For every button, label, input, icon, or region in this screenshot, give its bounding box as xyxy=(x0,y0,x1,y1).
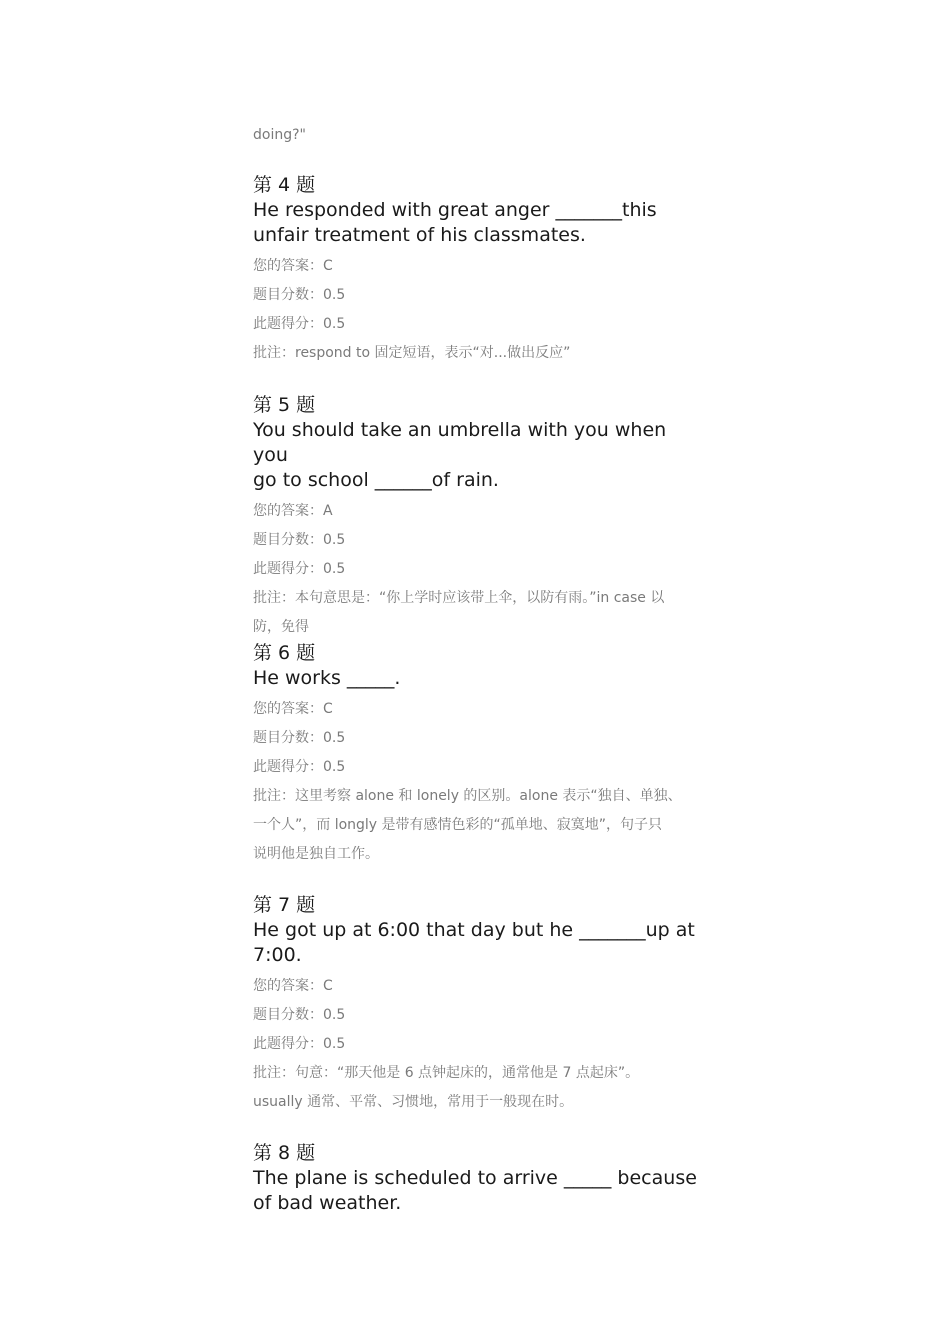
question-8 xyxy=(253,1141,703,1216)
question-text: He works _____. xyxy=(253,667,401,689)
your-answer: 您的答案：A xyxy=(253,503,333,519)
question-score: 此题得分：0.5 xyxy=(253,561,346,577)
question-4 xyxy=(253,173,703,368)
question-score: 此题得分：0.5 xyxy=(253,1036,346,1052)
question-score: 此题得分：0.5 xyxy=(253,759,346,775)
question-5 xyxy=(253,393,703,642)
your-answer: 您的答案：C xyxy=(253,258,333,274)
your-answer: 您的答案：C xyxy=(253,978,333,994)
question-number: 第 7 题 xyxy=(253,894,316,916)
your-answer: 您的答案：C xyxy=(253,701,333,717)
previous-question-fragment: doing?" xyxy=(253,127,306,143)
question-6 xyxy=(253,641,703,869)
question-comment: 批注：respond to 固定短语，表示“对...做出反应” xyxy=(253,345,571,361)
question-number: 第 8 题 xyxy=(253,1142,316,1164)
question-number: 第 4 题 xyxy=(253,174,316,196)
question-comment: 批注：句意：“那天他是 6 点钟起床的，通常他是 7 点起床”。 usually 通常、平常、习惯地，常用于一般现在时。 xyxy=(253,1065,640,1110)
question-total-score: 题目分数：0.5 xyxy=(253,1007,346,1023)
question-text: The plane is scheduled to arrive _____ because of bad weather. xyxy=(253,1167,697,1214)
question-total-score: 题目分数：0.5 xyxy=(253,287,346,303)
question-score: 此题得分：0.5 xyxy=(253,316,346,332)
question-number: 第 5 题 xyxy=(253,394,316,416)
question-total-score: 题目分数：0.5 xyxy=(253,730,346,746)
question-comment: 批注：本句意思是：“你上学时应该带上伞，以防有雨。”in case 以 防，免得 xyxy=(253,590,665,635)
question-total-score: 题目分数：0.5 xyxy=(253,532,346,548)
question-number: 第 6 题 xyxy=(253,642,316,664)
question-comment: 批注：这里考察 alone 和 lonely 的区别。alone 表示“独自、单独、 一个人”，而 longly 是带有感情色彩的“孤单地、寂寞地”，句子只 说明他是独自工作。 xyxy=(253,788,682,862)
question-7 xyxy=(253,893,703,1117)
question-text: He got up at 6:00 that day but he _______up at 7:00. xyxy=(253,919,695,966)
question-text: You should take an umbrella with you when you go to school ______of rain. xyxy=(253,419,667,491)
question-text: He responded with great anger _______this unfair treatment of his classmates. xyxy=(253,199,657,246)
